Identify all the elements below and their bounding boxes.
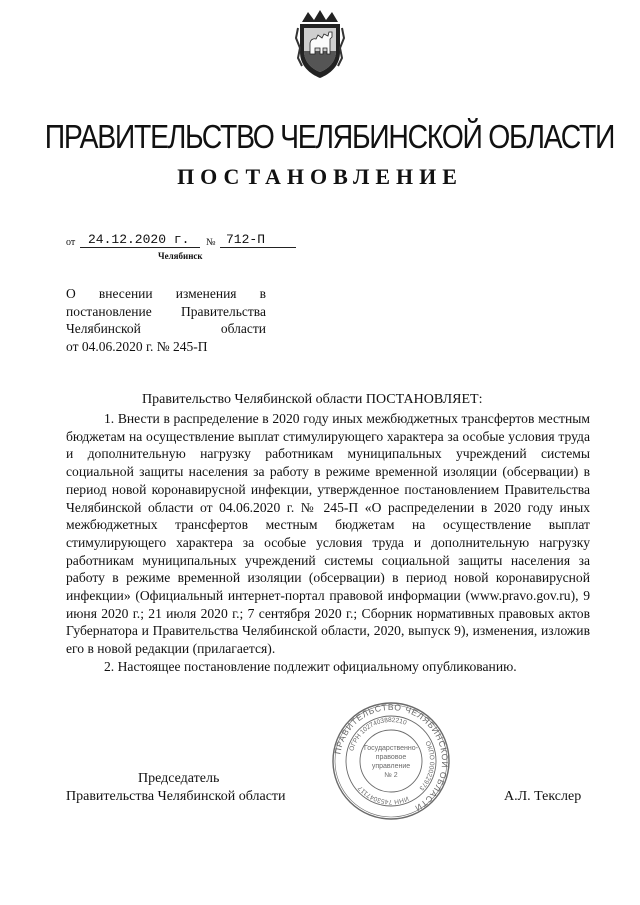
stamp-center-line: управление <box>371 763 411 770</box>
chelyabinsk-coat-of-arms-icon <box>294 8 346 80</box>
document-type-heading: ПОСТАНОВЛЕНИЕ <box>177 164 463 189</box>
stamp-inn: ИНН 7453047117 <box>357 784 410 806</box>
document-body <box>66 410 590 676</box>
city-label: Челябинск <box>158 251 203 261</box>
subject-line: постановление Правительства <box>66 303 266 319</box>
stamp-center-line: Государственно- <box>363 745 419 752</box>
signatory-title-line1: Председатель <box>138 771 220 786</box>
government-title: ПРАВИТЕЛЬСТВО ЧЕЛЯБИНСКОЙ ОБЛАСТИ <box>44 118 615 155</box>
svg-text:ИНН 7453047117 <box>357 784 410 805</box>
stamp-outer-text: ПРАВИТЕЛЬСТВО ЧЕЛЯБИНСКОЙ ОБЛАСТИ <box>332 701 451 814</box>
stamp-center-line: правовое <box>375 754 407 761</box>
official-seal-icon <box>330 700 452 822</box>
document-subject <box>66 285 266 355</box>
document-date: 24.12.2020 г. <box>88 232 190 247</box>
stamp-okpo: ОКПО 00022973 <box>417 740 436 792</box>
signatory-name: А.Л. Текслер <box>504 789 582 804</box>
stamp-ogrn: ОГРН 1027403882210 <box>348 716 408 752</box>
paragraph-item-2: 2. Настоящее постановление подлежит официальному опубликованию. <box>104 658 517 674</box>
subject-line: Челябинской области <box>66 321 266 336</box>
svg-text:ОКПО 00022973 <box>417 740 435 792</box>
subject-line: от 04.06.2020 г. № 245-П <box>66 338 208 354</box>
signatory-title-line2: Правительства Челябинской области <box>66 789 286 804</box>
number-prefix: № <box>206 237 216 248</box>
paragraph-item-1: 1. Внести в распределение в 2020 году иных межбюджетных трансфертов местным бюджетам на осуществление выплат стимулирующего характера за особые условия труда и дополнительную нагрузку работникам муниципальных учреждений системы социальной защиты населения за работу в режиме временной изоляции (обсервации) в период новой коронавирусной инфекции, утвержденное постановлением Правительства Челябинской области от 04.06.2020 г. № 245-П «О распределении в 2020 году иных межбюджетных трансфертов местным бюджетам на осуществление выплат стимулирующего характера за особые условия труда и дополнительную нагрузку работникам муниципальных учреждений системы социальной защиты населения за работу в режиме временной изоляции (обсервации) в период новой коронавирусной инфекции» (Официальный интернет-портал правовой информации (www.pravo.gov.ru), 9 июня 2020 г.; 21 июля 2020 г.; 7 сентября 2020 г.; Сборник нормативных правовых актов Губернатора и Правительства Челябинской области, 2020, выпуск 9), изменения, изложив его в новой редакции (прилагается). <box>66 411 590 657</box>
stamp-center-line: № 2 <box>384 772 398 779</box>
document-number: 712-П <box>226 232 266 247</box>
subject-line: О внесении изменения в <box>66 286 266 301</box>
date-prefix: от <box>66 237 76 248</box>
resolves-statement: Правительство Челябинской области ПОСТАНОВЛЯЕТ: <box>142 392 483 407</box>
